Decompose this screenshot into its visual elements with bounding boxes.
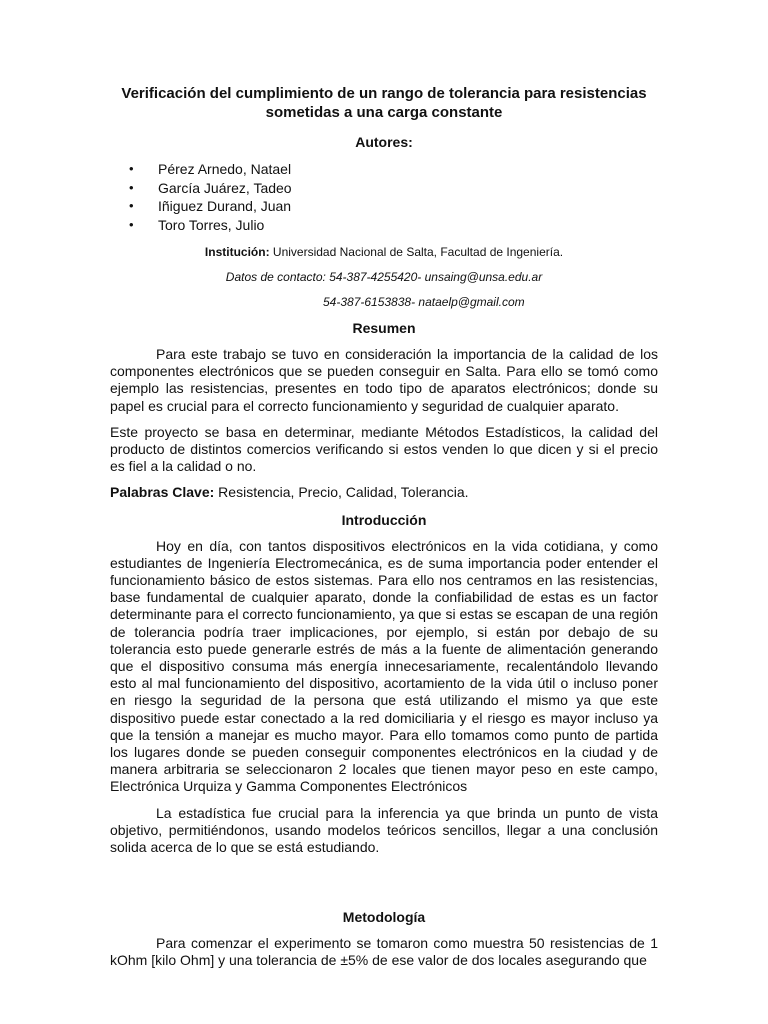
keywords — [110, 484, 658, 501]
bullet-icon: • — [129, 198, 134, 213]
resumen-heading: Resumen — [352, 320, 416, 336]
institution-label: Institución: — [204, 245, 270, 259]
introduccion-paragraph-1: Hoy en día, con tantos dispositivos electrónicos en la vida cotidiana, y como estudiantes de Ingeniería Electromecánica, es de suma importancia poder entender el funcionamiento básico de estos sistemas. Para ello nos centramos en las resistencias, base fundamental de cualquier aparato, donde la confiabilidad de estas es un factor determinante para el correcto funcionamiento, ya que si estas se escapan de una región de tolerancia podría traer implicaciones, por ejemplo, si están por debajo de su tolerancia esto puede generarle estrés de más a la fuente de alimentación generando que el dispositivo consuma más energía innecesariamente, recalentándolo llevando esto al mal funcionamiento del dispositivo, acortamiento de la vida útil o incluso poner en riesgo la seguridad de la persona que está utilizando el mismo ya que este dispositivo puede estar conectado a la red domiciliaria y el riesgo es mayor incluso ya que la tensión a manejar es mucho mayor. Para ello tomamos como punto de partida los lugares donde se pueden conseguir componentes electrónicos en la ciudad y de manera arbitraria se seleccionaron 2 locales que tienen mayor peso en este campo, Electrónica Urquiza y Gamma Componentes Electrónicos — [110, 537, 658, 795]
author-name: Pérez Arnedo, Natael — [158, 161, 292, 177]
keywords-label: Palabras Clave: — [110, 484, 215, 501]
bullet-icon: • — [129, 179, 134, 195]
authors-list — [110, 160, 658, 234]
keywords-value: Resistencia, Precio, Calidad, Tolerancia. — [214, 484, 469, 501]
metodologia-paragraph-1: Para comenzar el experimento se tomaron como muestra 50 resistencias de 1 kOhm [kilo Ohm] y una tolerancia de ±5% de ese valor de dos locales asegurando que — [110, 935, 658, 969]
institution — [110, 244, 658, 260]
institution-value: Universidad Nacional de Salta, Facultad de Ingeniería. — [269, 245, 564, 259]
contact-line-2: 54-387-6153838- nataelp@gmail.com — [323, 295, 525, 309]
author-name: Toro Torres, Julio — [158, 216, 265, 233]
authors-heading: Autores: — [355, 134, 413, 150]
author-item — [129, 160, 658, 179]
title-line-2: sometidas a una carga constante — [265, 104, 503, 121]
introduccion-heading: Introducción — [341, 511, 427, 528]
author-item — [129, 216, 658, 235]
bullet-icon: • — [129, 161, 134, 176]
author-item — [129, 179, 658, 198]
resumen-paragraph-2: Este proyecto se basa en determinar, mediante Métodos Estadísticos, la calidad del producto de distintos comercios verificando si estos venden lo que dicen y si el precio es fiel a la calidad o no. — [110, 423, 658, 475]
contact-line-1: Datos de contacto: 54-387-4255420- unsaing@unsa.edu.ar — [225, 270, 543, 284]
author-name: García Juárez, Tadeo — [158, 179, 292, 196]
introduccion-paragraph-2: La estadística fue crucial para la inferencia ya que brinda un punto de vista objetivo, permitiéndonos, usando modelos teóricos sencillos, llegar a una conclusión solida acerca de lo que se está estudiando. — [110, 804, 658, 856]
resumen-paragraph-1: Para este trabajo se tuvo en consideración la importancia de la calidad de los componentes electrónicos que se pueden conseguir en Salta. Para ello se tomó como ejemplo las resistencias, presentes en todo tipo de aparatos electrónicos; donde su papel es crucial para el correcto funcionamiento y seguridad de cualquier aparato. — [110, 346, 658, 414]
metodologia-heading: Metodología — [342, 909, 426, 926]
title-line-1: Verificación del cumplimiento de un rango de tolerancia para resistencias — [121, 85, 647, 102]
paper-title — [110, 84, 658, 122]
bullet-icon: • — [129, 216, 134, 232]
author-item — [129, 197, 658, 216]
author-name: Iñiguez Durand, Juan — [158, 198, 292, 214]
